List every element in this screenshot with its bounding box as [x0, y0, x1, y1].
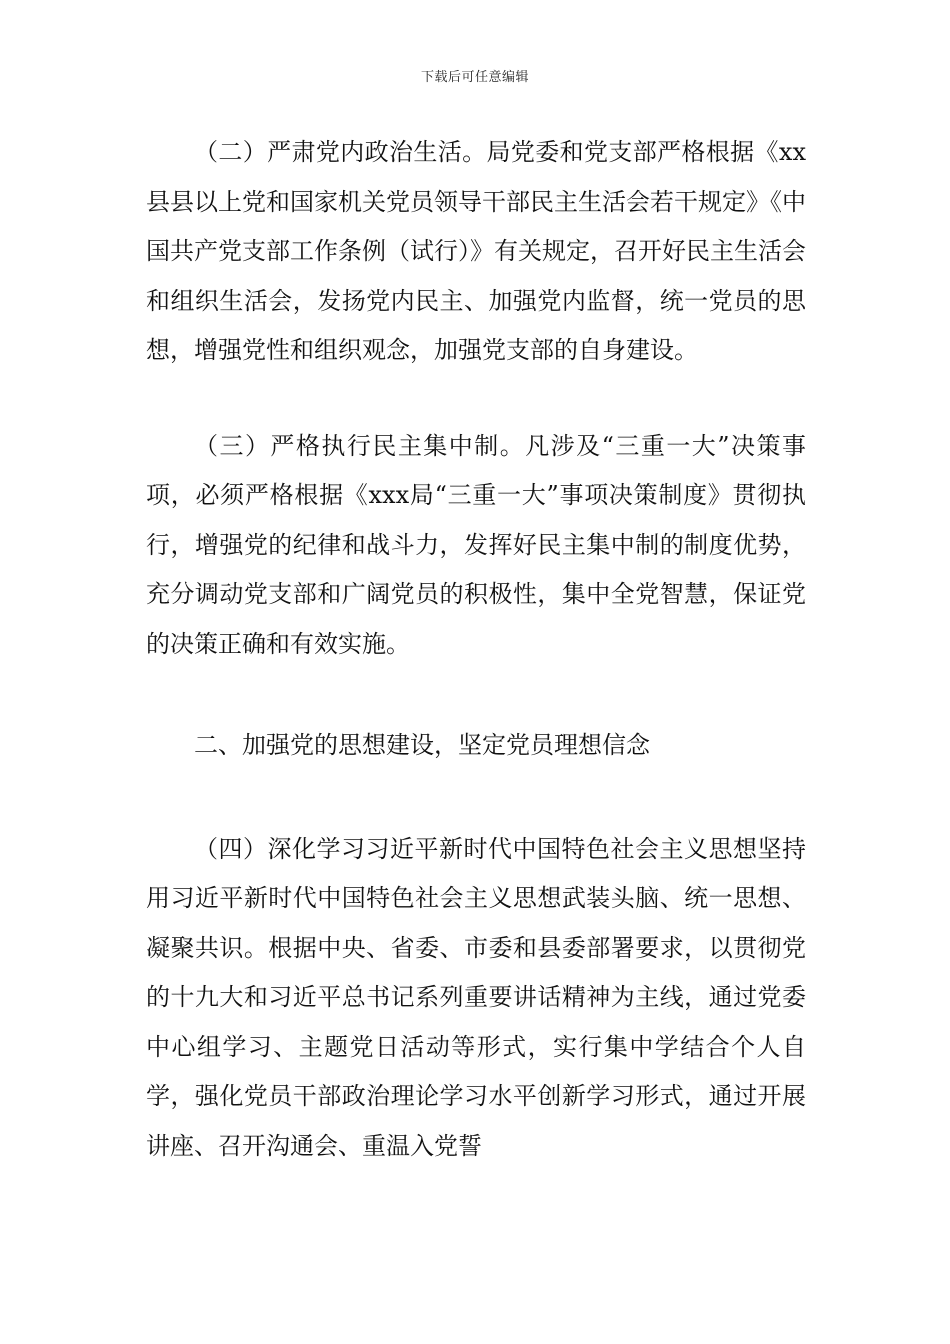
paragraph-spacer [146, 771, 806, 825]
document-body [146, 128, 806, 1171]
paragraph-4: （四）深化学习习近平新时代中国特色社会主义思想坚持用习近平新时代中国特色社会主义思想武装头脑、统一思想、凝聚共识。根据中央、省委、市委和县委部署要求，以贯彻党的十九大和习近平总书记系列重要讲话精神为主线，通过党委中心组学习、主题党日活动等形式，实行集中学结合个人自学，强化党员干部政治理论学习水平创新学习形式，通过开展讲座、召开沟通会、重温入党誓 [146, 834, 806, 1160]
paragraph-spacer [146, 669, 806, 721]
paragraph-2: （二）严肃党内政治生活。局党委和党支部严格根据《xx县县以上党和国家机关党员领导干部民主生活会若干规定》《中国共产党支部工作条例（试行）》有关规定，召开好民主生活会和组织生活会，发扬党内民主、加强党内监督，统一党员的思想，增强党性和组织观念，加强党支部的自身建设。 [146, 138, 806, 364]
paragraph-spacer [146, 376, 806, 422]
paragraph-3: （三）严格执行民主集中制。凡涉及“三重一大”决策事项，必须严格根据《xxx局“三重一大”事项决策制度》贯彻执行，增强党的纪律和战斗力，发挥好民主集中制的制度优势，充分调动党支部和广阔党员的积极性，集中全党智慧，保证党的决策正确和有效实施。 [146, 431, 806, 658]
page-header: 下载后可任意编辑 [420, 70, 529, 85]
section-heading-2: 二、加强党的思想建设，坚定党员理想信念 [194, 731, 650, 759]
